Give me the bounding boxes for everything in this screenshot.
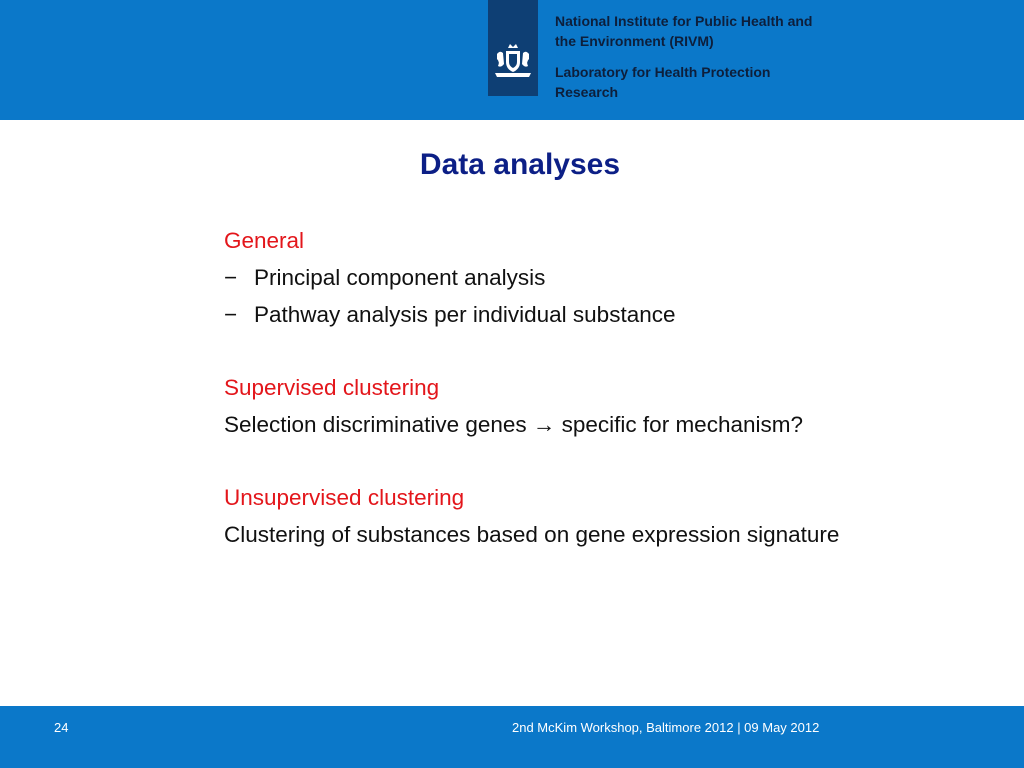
- slide-title: Data analyses: [419, 148, 621, 181]
- slide-content: [224, 222, 984, 553]
- laboratory-name: [555, 62, 895, 102]
- dash-marker: −: [224, 302, 238, 327]
- section-heading-unsupervised: Unsupervised clustering: [224, 485, 465, 510]
- bullet-text: Principal component analysis: [254, 265, 546, 290]
- institute-name-line1: National Institute for Public Health and: [555, 13, 813, 29]
- bullet-item: [224, 259, 984, 296]
- laboratory-name-line2: Research: [555, 84, 619, 100]
- institute-name: [555, 11, 895, 51]
- dash-marker: −: [224, 265, 238, 290]
- footer-event-text: 2nd McKim Workshop, Baltimore 2012 | 09 May 2012: [512, 720, 820, 735]
- spacer: [224, 333, 984, 369]
- section-text-unsupervised: Clustering of substances based on gene expression signature: [224, 522, 840, 547]
- bullet-text: Pathway analysis per individual substance: [254, 302, 676, 327]
- logo-bar: [488, 0, 538, 96]
- section-heading-supervised: Supervised clustering: [224, 375, 440, 400]
- bullet-item: [224, 296, 984, 333]
- royal-coat-of-arms-icon: [491, 42, 535, 82]
- section-text-supervised: Selection discriminative genes → specific for mechanism?: [224, 412, 803, 437]
- footer-band: [0, 706, 1024, 768]
- laboratory-name-line1: Laboratory for Health Protection: [555, 64, 771, 80]
- institute-name-line2: the Environment (RIVM): [555, 33, 714, 49]
- section-heading-general: General: [224, 228, 305, 253]
- header-band: [0, 0, 1024, 120]
- spacer: [224, 443, 984, 479]
- slide-number: 24: [54, 720, 69, 735]
